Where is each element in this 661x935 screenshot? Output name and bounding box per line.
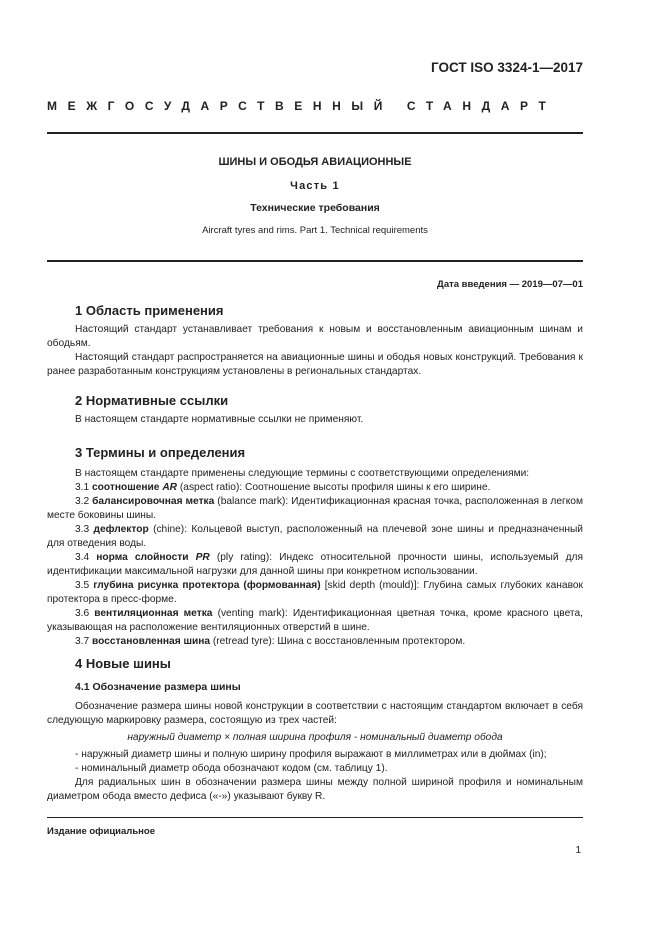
paragraph: Для радиальных шин в обозначении размера шины между полной шириной профиля и номинальным диаметром обода вместо дефиса («-») указывают букву R. xyxy=(47,777,583,802)
size-formula: наружный диаметр × полная ширина профиля - номинальный диаметр обода xyxy=(127,732,503,743)
footer-rule xyxy=(47,817,583,818)
term-number: 3.3 xyxy=(75,524,90,535)
paragraph: Обозначение размера шины новой конструкции в соответствии с настоящим стандартом включает в себя следующую маркировку размера, состоящую из трех частей: xyxy=(47,701,583,726)
list-item: - номинальный диаметр обода обозначают кодом (см. таблицу 1). xyxy=(75,763,388,774)
top-rule xyxy=(47,132,583,134)
term-definition xyxy=(47,607,583,635)
term-number: 3.4 xyxy=(75,552,90,563)
term-text: (aspect ratio): Соотношение высоты профиля шины к его ширине. xyxy=(179,482,491,493)
term-number: 3.7 xyxy=(75,636,90,647)
paragraph: В настоящем стандарте нормативные ссылки не применяют. xyxy=(75,414,364,425)
official-edition-label: Издание официальное xyxy=(47,826,155,837)
section-3-heading: 3 Термины и определения xyxy=(75,445,246,460)
term-definition xyxy=(47,551,583,579)
term-text: (balance mark): Идентификационная красная точка, расположенная в легком месте боковины шины. xyxy=(47,496,583,521)
term-number: 3.1 xyxy=(75,482,90,493)
section-1-heading: 1 Область применения xyxy=(75,303,224,318)
term-text: [skid depth (mould)]: Глубина самых глубоких канавок протектора в пресс-форме. xyxy=(47,580,583,605)
term-number: 3.5 xyxy=(75,580,90,591)
term-name: балансировочная метка xyxy=(92,496,215,507)
paragraph: В настоящем стандарте применены следующие термины с соответствующими определениями: xyxy=(75,468,530,479)
part-label: Часть 1 xyxy=(290,180,340,192)
term-name: норма слойности xyxy=(96,552,189,563)
section-2-heading: 2 Нормативные ссылки xyxy=(75,393,229,408)
term-text: (chine): Кольцевой выступ, расположенный на плечевой зоне шины и предназначенный для отведения воды. xyxy=(47,524,583,549)
term-definition xyxy=(47,495,583,523)
section-4-body xyxy=(47,700,583,804)
term-name: соотношение xyxy=(92,482,160,493)
term-name: вентиляционная метка xyxy=(94,608,213,619)
section-4-heading: 4 Новые шины xyxy=(75,656,171,671)
term-definition xyxy=(47,481,583,495)
term-text: (ply rating): Индекс относительной прочности шины, используемый для идентификации максимальной нагрузки для данной шины при конкретном использовании. xyxy=(47,552,584,577)
page-number: 1 xyxy=(575,845,581,856)
term-abbreviation: AR xyxy=(162,482,178,493)
list-item: - наружный диаметр шины и полную ширину профиля выражают в миллиметрах или в дюймах (in); xyxy=(75,749,547,760)
english-title: Aircraft tyres and rims. Part 1. Technical requirements xyxy=(202,225,428,236)
interstate-standard-banner: МЕЖГОСУДАРСТВЕННЫЙ СТАНДАРТ xyxy=(47,99,557,113)
term-name: восстановленная шина xyxy=(92,636,211,647)
section-2-body xyxy=(47,413,583,427)
term-name: дефлектор xyxy=(93,524,149,535)
section-1-body xyxy=(47,323,583,379)
subsection-4-1-heading: 4.1 Обозначение размера шины xyxy=(75,681,241,693)
document-subtitle: Технические требования xyxy=(250,202,380,214)
term-name: глубина рисунка протектора (формованная) xyxy=(93,580,321,591)
term-text: (retread tyre): Шина с восстановленным протектором. xyxy=(212,636,466,647)
paragraph: Настоящий стандарт устанавливает требования к новым и восстановленным авиационным шинам и ободьям. xyxy=(47,324,583,349)
document-title: ШИНЫ И ОБОДЬЯ АВИАЦИОННЫЕ xyxy=(218,156,412,168)
section-3-body xyxy=(47,467,583,649)
paragraph: Настоящий стандарт распространяется на авиационные шины и ободья новых конструкций. Требования к ранее разработанным конструкциям установлены в региональных стандартах. xyxy=(47,352,583,377)
term-abbreviation: PR xyxy=(195,552,210,563)
term-number: 3.6 xyxy=(75,608,90,619)
term-definition xyxy=(47,635,583,649)
introduction-date: Дата введения — 2019—07—01 xyxy=(437,279,583,290)
document-id: ГОСТ ISO 3324-1—2017 xyxy=(431,60,583,75)
term-text: (venting mark): Идентификационная цветная точка, кроме красного цвета, указывающая на расположение вентиляционных отверстий в шине. xyxy=(47,608,583,633)
term-definition xyxy=(47,523,583,551)
title-rule xyxy=(47,260,583,262)
term-number: 3.2 xyxy=(75,496,90,507)
term-definition xyxy=(47,579,583,607)
